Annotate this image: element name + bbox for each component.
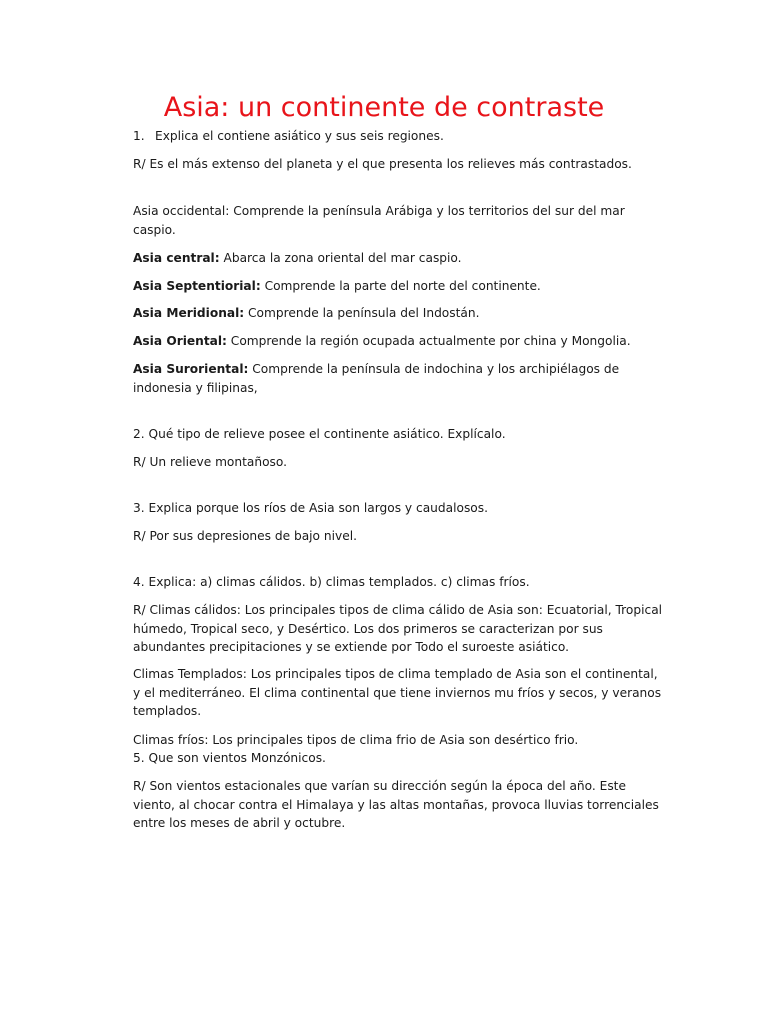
question-2: 2. Qué tipo de relieve posee el continente asiático. Explícalo. bbox=[133, 427, 506, 441]
region-meridional-label: Asia Meridional: bbox=[133, 306, 245, 320]
region-meridional bbox=[133, 304, 663, 323]
region-meridional-text: Comprende la península del Indostán. bbox=[244, 306, 480, 320]
question-1 bbox=[133, 127, 663, 146]
region-central-label: Asia central: bbox=[133, 251, 220, 265]
region-oriental bbox=[133, 332, 663, 351]
answer-4-frios: Climas fríos: Los principales tipos de clima frio de Asia son desértico frio. bbox=[133, 733, 579, 747]
region-septentrional-text: Comprende la parte del norte del continente. bbox=[260, 279, 541, 293]
answer-1: R/ Es el más extenso del planeta y el que presenta los relieves más contrastados. bbox=[133, 157, 632, 171]
region-oriental-label: Asia Oriental: bbox=[133, 334, 227, 348]
answer-2: R/ Un relieve montañoso. bbox=[133, 455, 288, 469]
region-occidental: Asia occidental: Comprende la península Arábiga y los territorios del sur del mar caspio. bbox=[133, 204, 625, 237]
document-title: Asia: un continente de contraste bbox=[163, 92, 605, 123]
question-3: 3. Explica porque los ríos de Asia son largos y caudalosos. bbox=[133, 501, 488, 515]
answer-4-templados: Climas Templados: Los principales tipos de clima templado de Asia son el continental, y el mediterráneo. El clima continental que tiene inviernos mu fríos y secos, y veranos templados. bbox=[133, 667, 662, 718]
question-5: 5. Que son vientos Monzónicos. bbox=[133, 751, 326, 765]
answer-4-calidos: R/ Climas cálidos: Los principales tipos de clima cálido de Asia son: Ecuatorial, Tropical húmedo, Tropical seco, y Desértico. Los dos primeros se caracterizan por sus abundantes precipitaciones y se extiende por Todo el suroeste asiático. bbox=[133, 603, 663, 654]
question-1-text: Explica el contiene asiático y sus seis regiones. bbox=[155, 129, 444, 143]
region-central bbox=[133, 249, 663, 268]
region-septentrional bbox=[133, 277, 663, 296]
region-oriental-text: Comprende la región ocupada actualmente por china y Mongolia. bbox=[226, 334, 631, 348]
region-central-text: Abarca la zona oriental del mar caspio. bbox=[219, 251, 462, 265]
region-septentrional-label: Asia Septentiorial: bbox=[133, 279, 261, 293]
question-4: 4. Explica: a) climas cálidos. b) climas templados. c) climas fríos. bbox=[133, 575, 530, 589]
question-1-number: 1. bbox=[133, 129, 145, 143]
region-suroriental bbox=[133, 360, 663, 397]
answer-3: R/ Por sus depresiones de bajo nivel. bbox=[133, 529, 357, 543]
region-suroriental-label: Asia Suroriental: bbox=[133, 362, 249, 376]
region-suroriental-text: Comprende la península de indochina y los archipiélagos de indonesia y filipinas, bbox=[133, 362, 620, 395]
answer-5: R/ Son vientos estacionales que varían su dirección según la época del año. Este viento, al chocar contra el Himalaya y las altas montañas, provoca lluvias torrenciales entre los meses de abril y octubre. bbox=[133, 779, 659, 830]
